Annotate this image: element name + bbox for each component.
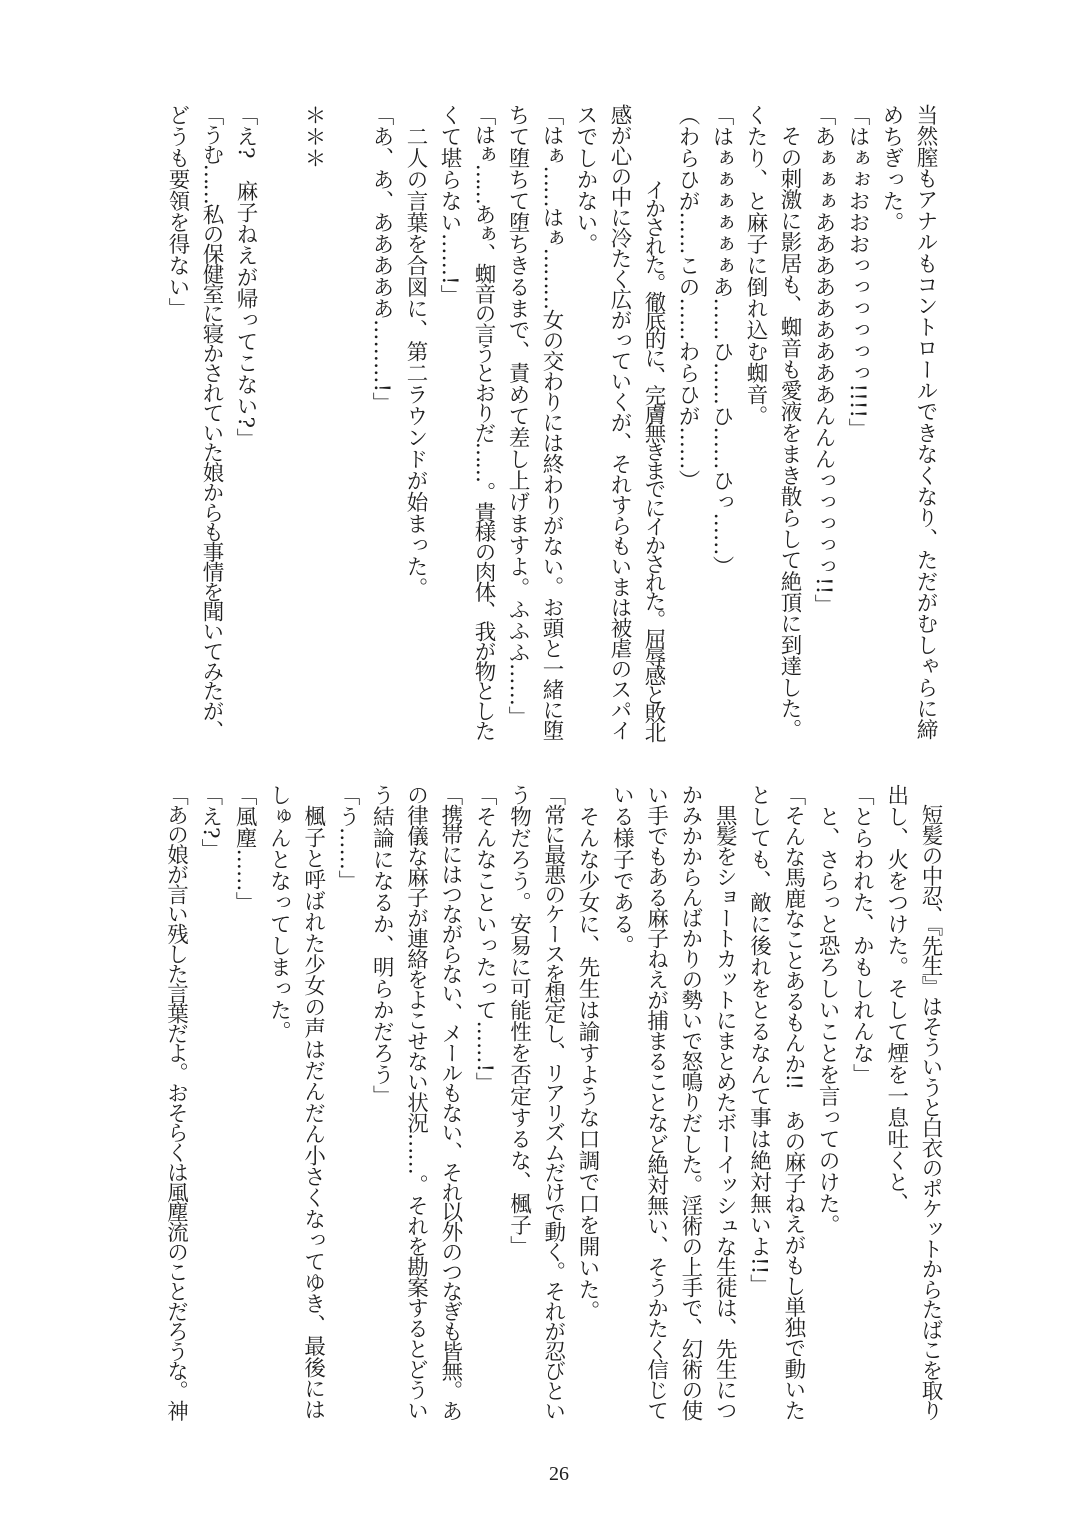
text-column: そんな少女に、先生は諭すような口調で口を開いた。 xyxy=(575,784,601,1322)
text-column: 「あぁぁぁあああああああああんんんっっっっっ!!」 xyxy=(811,104,836,616)
text-column: としても、敵に後れをとるなんて事は絶対無いよ!!」 xyxy=(746,784,772,1296)
text-column: イかされた。徹底的に、完膚無きまでにイかされた。屈辱感と敗北 xyxy=(641,104,666,741)
text-column: 「あ、あ、あああああ………!」 xyxy=(369,104,394,414)
text-column: 出し、火をつけた。そして煙を一息吐くと、 xyxy=(883,784,909,1214)
text-column: 「あの娘が言い残した言葉だよ。おそらくは風塵流のことだろうな。神 xyxy=(163,784,189,1420)
text-column: 当然膣もアナルもコントロールできなくなり、ただがむしゃらに締 xyxy=(913,104,938,741)
text-column: 「はぁぁぁぁぁぁあ……ひ……ひ……ひっ……） xyxy=(709,104,734,577)
text-column: 感が心の中に冷たく広がっていくが、それすらもいまは被虐のスパイ xyxy=(607,104,632,741)
text-column: 「はぁぉおおおっっっっっっ!!!!」 xyxy=(845,104,870,440)
lower-text-tier xyxy=(158,784,947,1424)
text-column xyxy=(330,104,364,744)
text-column: 短髪の中忍、『先生』はそういうと白衣のポケットからたばこを取り xyxy=(918,784,943,1420)
text-column: 「う……」 xyxy=(334,784,360,892)
text-column: 「うむ……私の保健室に寝かされていた娘からも事情を聞いてみたが、 xyxy=(199,104,224,740)
text-column: 「常に最悪のケースを想定し、リアリズムだけで動く。それが忍びとい xyxy=(540,784,566,1420)
text-column: その刺激に影居も、蜘音も愛液をまき散らして絶頂に到達した。 xyxy=(777,104,802,741)
text-column: 「携帯にはつながらない、メールもない、それ以外のつなぎも皆無。あ xyxy=(437,784,463,1420)
upper-text-tier xyxy=(160,104,942,744)
text-column: 楓子と呼ばれた少女の声はだんだん小さくなってゆき、最後には xyxy=(300,784,326,1421)
text-column: 「とらわれた、かもしれんな」 xyxy=(849,784,875,1085)
text-column: かみかからんばかりの勢いで怒鳴りだした。淫術の上手で、幻術の使 xyxy=(677,784,703,1421)
page-number: 26 xyxy=(549,1463,569,1485)
text-column: 「そんな馬鹿なことあるもんか!! あの麻子ねえがもし単独で動いた xyxy=(780,784,806,1421)
text-column: ちて堕ちて堕ちきるまで、責めて差し上げますよ。ふふふ……」 xyxy=(505,104,530,728)
text-column: と、さらっと恐ろしいことを言ってのけた。 xyxy=(815,784,841,1236)
text-column: う結論になるか、明らかだろう」 xyxy=(369,784,395,1107)
text-column: スでしかない。 xyxy=(573,104,598,255)
text-column: どうも要領を得ない」 xyxy=(165,104,190,319)
text-column: 「はぁ……はぁ………女の交わりには終わりがない。お頭と一緒に堕 xyxy=(539,104,564,741)
text-column: 「え?」 xyxy=(197,784,223,861)
text-column xyxy=(262,104,296,744)
text-column: い手でもある麻子ねえが捕まることなど絶対無い、そうかたく信じて xyxy=(643,784,669,1421)
text-column: 黒髪をショートカットにまとめたボーイッシュな生徒は、先生につ xyxy=(712,784,738,1421)
text-column: 「はぁ……あぁ、蜘音の言うとおりだ……。貴様の肉体、我が物とした xyxy=(471,104,496,740)
text-column: 「風塵……」 xyxy=(232,784,258,913)
text-column: の律儀な麻子が連絡をよこせない状況……。それを勘案するとどうい xyxy=(403,784,429,1421)
text-column: しゅんとなってしまった。 xyxy=(266,784,292,1042)
text-column: 「え? 麻子ねえが帰ってこない?」 xyxy=(233,104,258,450)
text-column: 「そんなこといったって……!」 xyxy=(472,784,498,1094)
text-column: めちぎった。 xyxy=(879,104,904,233)
text-column: くたり、と麻子に倒れ込む蜘音。 xyxy=(743,104,768,427)
text-column: くて堪らない……!」 xyxy=(437,104,462,307)
text-column: 二人の言葉を合図に、第二ラウンドが始まった。 xyxy=(403,104,428,599)
text-column: いる様子である。 xyxy=(609,784,635,956)
text-column: ＊＊＊ xyxy=(301,104,326,169)
text-column: う物だろう。安易に可能性を否定するな、楓子」 xyxy=(506,784,532,1257)
text-column: （わらひが……この……わらひが……） xyxy=(675,104,700,491)
